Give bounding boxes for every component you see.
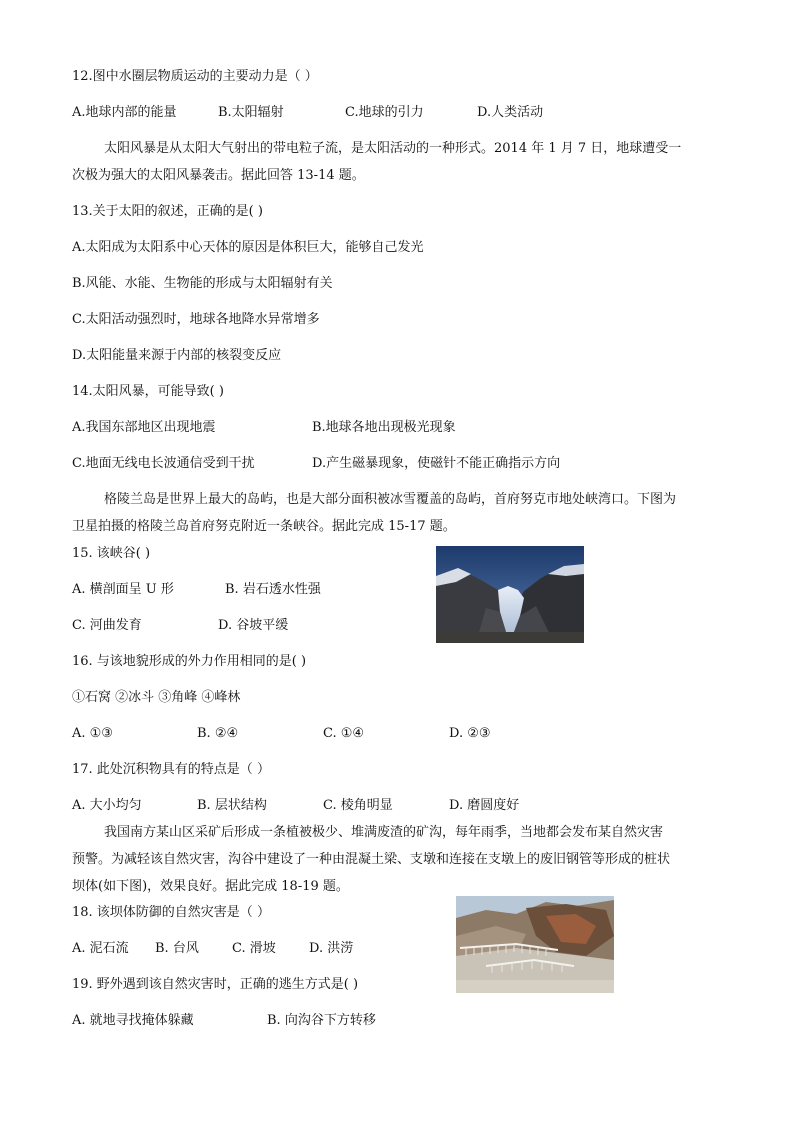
q15-option-b: B. 岩石透水性强 [225, 582, 321, 597]
q15-option-a: A. 横剖面呈 U 形 [72, 582, 174, 597]
passage3-line2: 预警。为减轻该自然灾害，沟谷中建设了一种由混凝土梁、支墩和连接在支墩上的废旧钢管等形成的桩状 [72, 852, 671, 867]
q16-option-c: C. ①④ [323, 726, 365, 741]
q19-stem: 19. 野外遇到该自然灾害时，正确的逃生方式是( ) [72, 977, 359, 992]
passage3-line3: 坝体(如下图)，效果良好。据此完成 18-19 题。 [72, 879, 349, 894]
q15-stem: 15. 该峡谷( ) [72, 546, 151, 561]
passage2-line2: 卫星拍摄的格陵兰岛首府努克附近一条峡谷。据此完成 15-17 题。 [72, 519, 456, 534]
q12-option-a: A.地球内部的能量 [72, 105, 177, 120]
passage2-line1: 格陵兰岛是世界上最大的岛屿，也是大部分面积被冰雪覆盖的岛屿，首府努克市地处峡湾口。下图为 [104, 492, 677, 507]
q12-option-b: B.太阳辐射 [218, 105, 284, 120]
q19-option-a: A. 就地寻找掩体躲藏 [72, 1013, 194, 1028]
q16-items: ①石窝 ②冰斗 ③角峰 ④峰林 [72, 690, 241, 705]
q18-stem: 18. 该坝体防御的自然灾害是（ ） [72, 905, 270, 920]
q12-option-d: D.人类活动 [477, 105, 544, 120]
q17-option-d: D. 磨圆度好 [449, 798, 520, 813]
debris-dam-photo [456, 896, 614, 993]
q12-stem: 12.图中水圈层物质运动的主要动力是（ ） [72, 69, 318, 84]
q17-option-c: C. 棱角明显 [323, 798, 393, 813]
q15-option-c: C. 河曲发育 [72, 618, 142, 633]
passage3-line1: 我国南方某山区采矿后形成一条植被极少、堆满废渣的矿沟，每年雨季，当地都会发布某自然灾害 [104, 825, 664, 840]
q13-option-d: D.太阳能量来源于内部的核裂变反应 [72, 348, 282, 363]
q14-stem: 14.太阳风暴，可能导致( ) [72, 384, 224, 399]
q18-option-d: D. 洪涝 [309, 941, 354, 956]
q13-stem: 13.关于太阳的叙述，正确的是( ) [72, 204, 263, 219]
q14-option-a: A.我国东部地区出现地震 [72, 420, 216, 435]
q14-option-b: B.地球各地出现极光现象 [312, 420, 456, 435]
q13-option-a: A.太阳成为太阳系中心天体的原因是体积巨大，能够自己发光 [72, 240, 424, 255]
q15-option-d: D. 谷坡平缓 [218, 618, 289, 633]
q17-option-b: B. 层状结构 [197, 798, 267, 813]
q17-stem: 17. 此处沉积物具有的特点是（ ） [72, 762, 270, 777]
q16-option-d: D. ②③ [449, 726, 491, 741]
q17-option-a: A. 大小均匀 [72, 798, 142, 813]
q16-option-a: A. ①③ [72, 726, 113, 741]
q18-option-a: A. 泥石流 [72, 941, 129, 956]
passage1-line1: 太阳风暴是从太阳大气射出的带电粒子流，是太阳活动的一种形式。2014 年 1 月 7 日，地球遭受一 [104, 141, 682, 156]
q13-option-c: C.太阳活动强烈时，地球各地降水异常增多 [72, 312, 320, 327]
q14-option-d: D.产生磁暴现象，使磁针不能正确指示方向 [312, 456, 561, 471]
q14-option-c: C.地面无线电长波通信受到干扰 [72, 456, 255, 471]
q18-option-c: C. 滑坡 [232, 941, 276, 956]
q16-option-b: B. ②④ [197, 726, 239, 741]
q18-option-b: B. 台风 [155, 941, 199, 956]
q12-option-c: C.地球的引力 [345, 105, 424, 120]
passage1-line2: 次极为强大的太阳风暴袭击。据此回答 13-14 题。 [72, 168, 365, 183]
q13-option-b: B.风能、水能、生物能的形成与太阳辐射有关 [72, 276, 333, 291]
q16-stem: 16. 与该地貌形成的外力作用相同的是( ) [72, 654, 307, 669]
glacier-valley-photo [436, 546, 584, 643]
q19-option-b: B. 向沟谷下方转移 [267, 1013, 376, 1028]
